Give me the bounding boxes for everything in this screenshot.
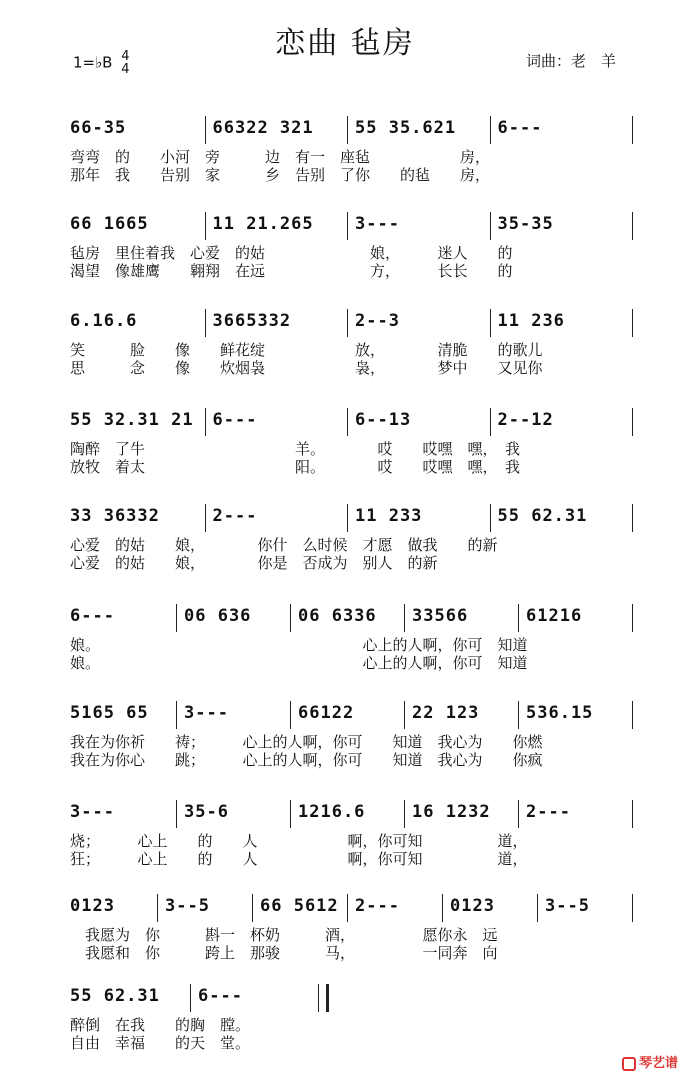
notation-line [66, 796, 642, 828]
final-bar-line [326, 984, 329, 1012]
bar-line [518, 604, 519, 632]
bar-line [490, 116, 491, 144]
notation-line [66, 208, 642, 240]
staff-system [0, 112, 690, 212]
lyric-verse-1: 我在为你祈 祷； 心上的人啊，你可 知道 我心为 你燃 [70, 733, 543, 751]
bar-line [205, 309, 206, 337]
bar-line [490, 408, 491, 436]
measure: 0123 [450, 896, 495, 916]
notation-line [66, 600, 642, 632]
measure: 06 6336 [298, 606, 377, 626]
bar-line [190, 984, 191, 1012]
measure: 2--- [355, 896, 400, 916]
bar-line [290, 701, 291, 729]
measure: 536.15 [526, 703, 594, 723]
staff-system [0, 796, 690, 896]
measure: 2--3 [355, 311, 400, 331]
logo-icon [622, 1057, 636, 1071]
bar-line [205, 116, 206, 144]
lyric-verse-1: 陶醉 了牛 羊。 哎 哎嘿 嘿， 我 [70, 440, 521, 458]
bar-line [205, 504, 206, 532]
credit-line: 词曲：老 羊 [525, 52, 616, 70]
measure: 2--- [526, 802, 571, 822]
staff-system [0, 980, 690, 1080]
measure: 55 62.31 [70, 986, 160, 1006]
measure: 6--- [497, 118, 543, 138]
measure: 22 123 [412, 703, 480, 723]
bar-line [347, 309, 348, 337]
bar-line [442, 894, 443, 922]
lyric-verse-1: 我愿为 你 斟一 杯奶 酒， 愿你永 远 [70, 926, 498, 944]
bar-line [632, 604, 633, 632]
time-bottom: 4 [121, 62, 130, 77]
bar-line [347, 408, 348, 436]
bar-line [490, 212, 491, 240]
measure: 3--- [355, 214, 400, 234]
bar-line [347, 116, 348, 144]
bar-line [176, 604, 177, 632]
measure: 33 36332 [70, 506, 160, 526]
bar-line [290, 800, 291, 828]
measure: 6--- [198, 986, 243, 1006]
measure: 55 62.31 [497, 506, 588, 526]
notation-line [66, 404, 642, 436]
lyric-verse-2: 放牧 着太 阳。 哎 哎嘿 嘿， 我 [70, 458, 521, 476]
measure: 35-6 [184, 802, 229, 822]
bar-line [318, 984, 319, 1012]
key-label: 1=♭B [73, 53, 113, 72]
bar-line [490, 309, 491, 337]
time-top: 4 [121, 49, 130, 64]
measure: 5165 65 [70, 703, 149, 723]
lyric-verse-1: 烧； 心上 的 人 啊，你可知 道， [70, 832, 528, 850]
lyric-verse-2: 思 念 像 炊烟袅 袅， 梦中 又见你 [70, 359, 543, 377]
notation-line [66, 500, 642, 532]
bar-line [490, 504, 491, 532]
bar-line [632, 504, 633, 532]
bar-line [347, 504, 348, 532]
lyric-verse-1: 娘。 心上的人啊，你可 知道 [70, 636, 528, 654]
measure: 66322 321 [212, 118, 314, 138]
staff-system [0, 697, 690, 797]
measure: 33566 [412, 606, 469, 626]
measure: 11 233 [355, 506, 423, 526]
bar-line [347, 212, 348, 240]
lyric-verse-2: 心爱 的姑 娘， 你是 否成为 别人 的新 [70, 554, 438, 572]
measure: 0123 [70, 896, 115, 916]
bar-line [632, 800, 633, 828]
bar-line [518, 701, 519, 729]
measure: 55 32.31 21 [70, 410, 194, 430]
notation-line [66, 112, 642, 144]
measure: 6--13 [355, 410, 412, 430]
measure: 3--- [70, 802, 115, 822]
measure: 16 1232 [412, 802, 491, 822]
measure: 6.16.6 [70, 311, 138, 331]
measure: 6--- [70, 606, 115, 626]
measure: 66 5612 [260, 896, 339, 916]
lyric-verse-2: 渴望 像雄鹰 翱翔 在远 方， 长长 的 [70, 262, 513, 280]
time-signature [121, 50, 129, 76]
measure: 6--- [212, 410, 258, 430]
measure: 11 21.265 [212, 214, 314, 234]
key-signature [73, 50, 130, 76]
measure: 2--- [212, 506, 258, 526]
lyric-verse-1: 笑 脸 像 鲜花绽 放， 清脆 的歌儿 [70, 341, 543, 359]
notation-line [66, 697, 642, 729]
measure: 35-35 [497, 214, 554, 234]
measure: 55 35.621 [355, 118, 457, 138]
lyric-verse-2: 狂； 心上 的 人 啊，你可知 道， [70, 850, 528, 868]
bar-line [404, 604, 405, 632]
lyric-verse-1: 醉倒 在我 的胸 膛。 [70, 1016, 251, 1034]
bar-line [205, 408, 206, 436]
bar-line [404, 800, 405, 828]
lyric-verse-2: 我在为你心 跳； 心上的人啊，你可 知道 我心为 你疯 [70, 751, 543, 769]
measure: 3--- [184, 703, 229, 723]
measure: 3--5 [545, 896, 590, 916]
notation-line [66, 305, 642, 337]
measure: 3665332 [212, 311, 292, 331]
bar-line [632, 212, 633, 240]
bar-line [205, 212, 206, 240]
bar-line [176, 800, 177, 828]
bar-line [632, 408, 633, 436]
lyric-verse-1: 弯弯 的 小河 旁 边 有一 座毡 房， [70, 148, 491, 166]
staff-system [0, 404, 690, 504]
measure: 66 1665 [70, 214, 149, 234]
lyric-verse-1: 毡房 里住着我 心爱 的姑 娘， 迷人 的 [70, 244, 513, 262]
staff-system [0, 600, 690, 700]
staff-system [0, 208, 690, 308]
bar-line [632, 894, 633, 922]
bar-line [252, 894, 253, 922]
bar-line [176, 701, 177, 729]
measure: 11 236 [497, 311, 565, 331]
bar-line [404, 701, 405, 729]
measure: 61216 [526, 606, 583, 626]
song-title: 恋曲 毡房 [275, 26, 415, 61]
watermark [622, 1052, 678, 1071]
measure: 2--12 [497, 410, 554, 430]
measure: 66-35 [70, 118, 127, 138]
measure: 66122 [298, 703, 355, 723]
staff-system [0, 500, 690, 600]
notation-line [66, 890, 642, 922]
watermark-text: 琴艺谱 [638, 1056, 678, 1071]
notation-line [66, 980, 642, 1012]
lyric-verse-1: 心爱 的姑 娘， 你什 么时候 才愿 做我 的新 [70, 536, 498, 554]
lyric-verse-2: 我愿和 你 跨上 那骏 马， 一同奔 向 [70, 944, 498, 962]
bar-line [632, 701, 633, 729]
staff-system [0, 890, 690, 990]
bar-line [632, 309, 633, 337]
lyric-verse-2: 那年 我 告别 家 乡 告别 了你 的毡 房， [70, 166, 491, 184]
lyric-verse-2: 自由 幸福 的天 堂。 [70, 1034, 251, 1052]
bar-line [290, 604, 291, 632]
bar-line [347, 894, 348, 922]
bar-line [537, 894, 538, 922]
measure: 1216.6 [298, 802, 366, 822]
bar-line [518, 800, 519, 828]
bar-line [157, 894, 158, 922]
measure: 06 636 [184, 606, 252, 626]
measure: 3--5 [165, 896, 210, 916]
lyric-verse-2: 娘。 心上的人啊，你可 知道 [70, 654, 528, 672]
staff-system [0, 305, 690, 405]
bar-line [632, 116, 633, 144]
